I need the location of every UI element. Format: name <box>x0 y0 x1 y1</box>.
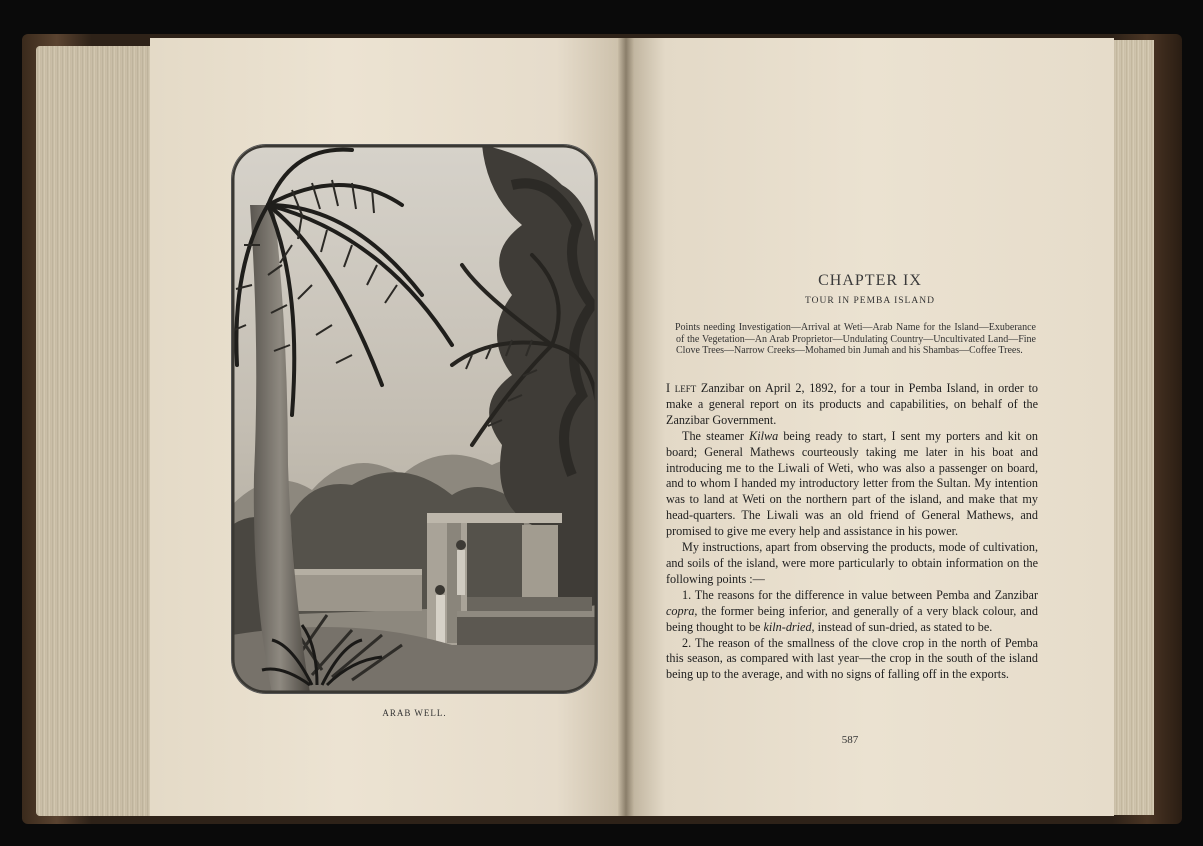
kiln-dried-term: kiln-dried, <box>763 619 815 634</box>
page-number: 587 <box>841 734 859 746</box>
paragraph-5: 2. The reason of the smallness of the clove crop in the north of Pemba this season, as compared with last year—the crop in the south of the island being up to the average, and with no signs of falling off in the exports. <box>666 635 1038 682</box>
paragraph-4-text-a: 1. The reasons for the difference in value between Pemba and Zanzibar <box>682 587 1038 602</box>
paragraph-1-text: Zanzibar on April 2, 1892, for a tour in Pemba Island, in order to make a general report on its products and capabilities, on behalf of the Zanzibar Government. <box>666 381 1038 427</box>
book-gutter <box>618 38 634 816</box>
paragraph-2-text-b: being ready to start, I sent my porters and kit on board; General Mathews courteously taking me later in his boat and introducing me to the Liwali of Weti, who was also a passenger on board, and to whom I handed my introductory letter from the Sultan. My intention was to land at Weti on the northern part of the island, and make that my head-quarters. The Liwali was an old friend of General Mathews, and promised to give me every help and assistance in his power. <box>666 428 1038 539</box>
chapter-subtitle: TOUR IN PEMBA ISLAND <box>805 296 935 306</box>
paragraph-4 <box>666 588 1038 636</box>
arab-well-photograph <box>232 145 597 693</box>
paragraph-1 <box>666 381 1038 429</box>
paragraph-4-text-c: instead of sun-dried, as stated to be. <box>814 619 993 634</box>
paragraph-2 <box>666 429 1038 540</box>
paragraph-2-text-a: The steamer <box>682 428 750 443</box>
paragraph-3: My instructions, apart from observing the products, mode of cultivation, and soils of the island, were more particularly to obtain information on the following points :— <box>666 540 1038 586</box>
chapter-title: CHAPTER IX <box>818 272 922 289</box>
chapter-body <box>666 381 1038 683</box>
copra-term: copra, <box>666 603 698 618</box>
ship-name: Kilwa <box>749 428 779 443</box>
page-edges-right <box>1110 40 1154 815</box>
paragraph-4-text-b: the former being inferior, and generally of a very black colour, and being thought to be <box>666 603 1038 634</box>
photo-illustration <box>232 145 597 693</box>
plate-caption: ARAB WELL. <box>382 708 447 718</box>
opening-words: I left <box>666 381 697 395</box>
chapter-synopsis: Points needing Investigation—Arrival at Weti—Arab Name for the Island—Exuberance of the Vegetation—An Arab Proprietor—Undulating Country—Uncultivated Land—Fine Clove Trees—Narrow Creeks—Mohamed bin Jumah and his Shambas—Coffee Trees. <box>675 322 1036 356</box>
page-edges-left <box>36 46 156 816</box>
